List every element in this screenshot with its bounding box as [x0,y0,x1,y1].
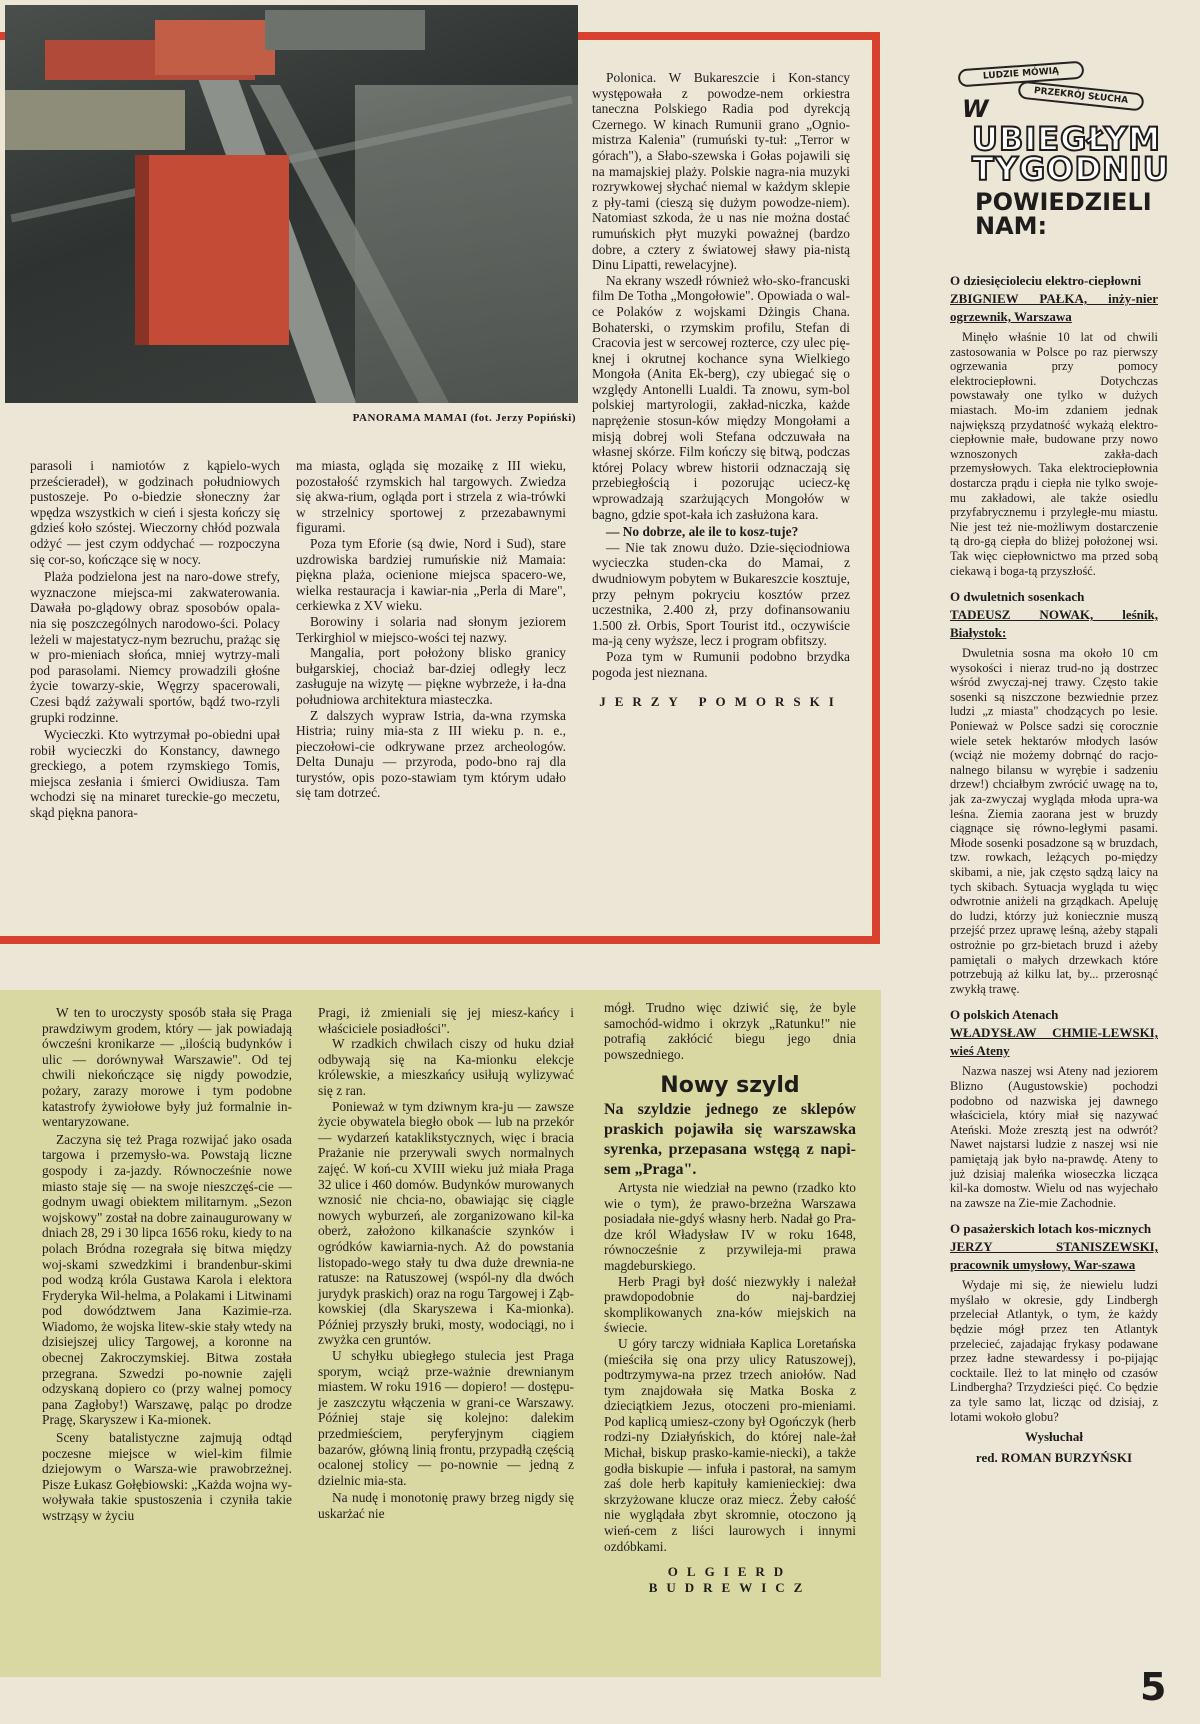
paragraph: parasoli i namiotów z kąpielo-wych prześcieradeł), w godzinach południowych pustoszeje. Po o-biedzie słoneczny żar wpędza wszystkich w cień i sjesta kończy się gdzieś koło szóstej. Wieczorny chłód pozwala odżyć — jest czym oddychać — rozpoczyna się cor-so, kończące się w nocy. [30,458,280,567]
item-speaker: WŁADYSŁAW CHMIE-LEWSKI, wieś Ateny [950,1025,1158,1059]
sidebar-title-1: UBIEGŁYM [972,120,1161,158]
sidebar-subtitle-2: NAM: [975,212,1048,240]
paragraph: Sceny batalistyczne zajmują odtąd poczesne miejsce w wiel-kim filmie dziejowym o Warsza-wie prawobrzeżnej. Pisze Łukasz Gołębiowski: „Każda wojna wy-woływała takie spustoszenia i czyniła takie wstrząsy w życiu [42,1430,292,1523]
sidebar-w: W [962,95,989,123]
author-signature: OLGIERD BUDREWICZ [648,1564,812,1595]
item-text: Wydaje mi się, że niewielu ludzi myślało w okresie, gdy Lindbergh przeleciał Atlantyk, o tym, że każdy będzie mógł przez ten Atlantyk przelecieć, zajadając frykasy podawane przez ładne stewardessy i po-pijając cocktaile. Ileż to lat minęło od czasów Lindbergha? Trzydzieści pięć. Co będzie za tyle samo lat, licząc od dzisiaj, z lotami wokoło globu? [950,1278,1158,1424]
sidebar-item [950,272,1158,578]
badge-bottom: PRZEKRÓJ SŁUCHA [1017,80,1144,111]
footer-label: Wysłuchał [1024,1429,1084,1445]
paragraph: — Nie tak znowu dużo. Dzie-sięciodniowa wycieczka studen-cka do Mamai, z dwudniowym pobytem w Bukareszcie kosztuje, przy pełnym pokryciu kosztów przez uczestnika, 2.400 zł, przy dofinansowaniu 1.500 zł. Orbis, Sport Tourist itd., oczywiście ma-ją ceny wyższe, lecz i program obfitszy. [592,539,850,649]
sidebar-subtitle-1: POWIEDZIELI [975,188,1152,216]
box-title: Nowy szyld [660,1073,800,1099]
paragraph: Z dalszych wypraw Istria, da-wna rzymska Histria; ruiny mia-sta z III wieku p. n. e., pieczołowi-cie odkrywane przez archeologów. Delta Dunaju — przyroda, podo-bno raj dla turystów, opis pozo-stawiam tym którym udało się tam dotrzeć. [296,707,566,801]
paragraph: Wycieczki. Kto wytrzymał po-obiedni upał robił wycieczki do Konstancy, dawnego greckiego, a potem rzymskiego Tomis, miejsca zesłania i śmierci Owidiusza. Tam wchodzi się na minaret tureckie-go meczetu, skąd piękna panora- [30,727,280,821]
article1-col3 [592,70,850,710]
paragraph: — No dobrze, ale ile to kosz-tuje? [606,524,799,540]
paragraph: Poza tym w Rumunii podobno brzydka pogoda jest nieznana. [592,648,850,680]
paragraph: Zaczyna się też Praga rozwijać jako osada targowa i przemysło-wa. Powstają liczne gospody i za-jazdy. Równocześnie nowe miasto staje się — na swoje nieszczęś-cie — godnym uwagi obiektem militarnym. „Sezon wojskowy" został na dobre zainaugurowany w dniach 28, 29 i 30 lipca 1656 roku, kiedy to na polach Bródna rozegrała się bitwa między woj-skami szwedzkimi i brandenbur-skimi pod wodzą króla Gustawa Karola i elektora Fryderyka Wil-helma, a Polakami i Litwinami pod dowództwem Jana Kazimie-rza. Wiadomo, że wojska litew-skie stały wtedy na dzisiejszej ulicy Targowej, a koronne na obecnej Zakroczymskiej. Bitwa została przegrana. Szwedzi po-nownie zajęli odzyskaną dopiero co (przy walnej pomocy pana Zagłoby!) Warszawę, paląc po drodze Pragę, Skaryszew i Ka-mionek. [42,1131,292,1428]
paragraph: Artysta nie wiedział na pewno (rzadko kto wie o tym), że prawo-brzeżna Warszawa posiadała nie-gdyś własny herb. Nadał go Pra-dze król Władysław IV w roku 1648, równocześnie z przywileja-mi prawa magdeburskiego. [604,1179,856,1273]
paragraph: Pragi, iż zmieniali się jej miesz-kańcy i właściciele posiadłości". [318,1005,574,1036]
box-lead: Na szyldzie jednego ze sklepów praskich pojawiła się warszawska syrenka, przepasana wstęgą z napi-sem „Praga". [604,1100,856,1178]
paragraph: Plaża podzielona jest na naro-dowe strefy, wyznaczone miejsca-mi zakwaterowania. Dawała po-glądowy obraz sposobów opala-nia się poszczególnych narodowo-ści. Polacy leżeli w majestatycz-nym bezruchu, prażąc się w pro-mieniach słońca, mniej wytrzy-mali pod parasolami. Niemcy prowadzili głośne życie towarzy-skie, Węgrzy spacerowali, Czesi bądź zażywali sportów, bądź two-rzyli grupki rodzinne. [30,569,280,725]
footer-name: red. ROMAN BURZYŃSKI [975,1449,1133,1465]
photo-caption: PANORAMA MAMAI (fot. Jerzy Popiński) [352,412,576,424]
article2-col1 [42,1005,292,1524]
paragraph: Borowiny i solaria nad słonym jeziorem Terkirghiol w miejsco-wości tej nazwy. [296,613,566,645]
badge-top: LUDZIE MÓWIĄ [958,61,1085,88]
author-signature: JERZY POMORSKI [599,694,843,710]
paragraph: Herb Pragi był dość niezwykły i należał prawdopodobnie do naj-bardziej skomplikowanych zna-ków miejskich na świecie. [604,1273,856,1336]
article1-col2 [296,458,566,801]
article2-col3 [604,1000,856,1595]
sidebar-item [950,588,1158,996]
paragraph: ma miasta, ogląda się mozaikę z III wieku, pozostałość rzymskich hal targowych. Zwiedza się akwa-rium, ogląda port i strzela z wia-trówki w strzelnicy sportowej z przezabawnymi figurami. [296,458,566,536]
sidebar-item [950,1006,1158,1210]
panorama-photo [5,5,578,403]
paragraph: W rzadkich chwilach ciszy od huku dział odbywają się na Ka-mionku elekcje królewskie, a mieszkańcy usiłują wylizywać się z ran. [318,1036,574,1098]
item-speaker: ZBIGNIEW PAŁKA, inży-nier ogrzewnik, Warszawa [950,291,1158,324]
sidebar-item [950,1220,1158,1424]
paragraph: Na nudę i monotonię prawy brzeg nigdy się uskarżać nie [318,1490,574,1521]
paragraph: Mangalia, port położony blisko granicy bułgarskiej, chociaż bar-dziej odległy lecz zasługuje na wizytę — piękne wybrzeże, i ła-dna południowa architektura miasteczka. [296,645,566,707]
article1-col1 [30,458,280,821]
article2-col2 [318,1005,574,1522]
item-text: Minęło właśnie 10 lat od chwili zastosowania w Polsce po raz pierwszy ogrzewania przy pomocy elektrociepłowni. Dotychczas powstawały one tylko w dużych miastach. Mo-im zdaniem jednak największą przydatność wykażą elektro-ciepłownie małe, budowane przy nowo wznoszonych zakła-dach przemysłowych. Taka elektrociepłownia dostarcza prądu i ciepła nie tylko swoje-mu zakładowi, ale także osiedlu przyfabrycznemu i przyległe-mu miastu. Nie jest też nie-możliwym dostarczenie tą dro-gą ciepła do bliżej położonej wsi. Tak więc ciepłownictwo ma przed sobą ciekawą i boga-tą przyszłość. [950,330,1158,578]
item-speaker: JERZY STANISZEWSKI, pracownik umysłowy, War-szawa [950,1239,1158,1273]
item-text: Nazwa naszej wsi Ateny nad jeziorem Blizno (Augustowskie) pochodzi podobno od nazwiska jej dawnego właściciela, który miał się nazywać Ateński. Może zresztą jest na odwrót? Nawet najstarsi ludzie z naszej wsi nie pamiętają jak było na-prawdę. Ateny to już dzisiaj maleńka wioseczka licząca kil-ka domostw. Wielu od nas wyjechało na zawsze na Zie-mie Zachodnie. [950,1064,1158,1210]
item-topic: O pasażerskich lotach kos-micznych [950,1221,1152,1237]
sidebar-title-2: TYGODNIU [972,150,1170,188]
item-text: Dwuletnia sosna ma około 10 cm wysokości i nieraz trud-no ją dostrzec wśród zwyczaj-nej trawy. Często takie sosenki są niszczone bezwiednie przez ludzi „z miasta" chodzących po lesie. Ponieważ w Polsce sadzi się corocznie wiele setek hektarów młodych lasów (wciąż nie możemy dobrnąć do racjo-nalnego bilansu w wyrębie i sadzeniu drzew!) chciałbym zwrócić uwagę na to, jak za-zwyczaj wygląda młoda upra-wa leśna. Ziemia zaorana jest w bruzdy ciągnące się równo-ległymi pasami. Młode sosenki posadzone są w bruzdach, tzw. rowkach, leżących po-między skibami, a nie, jak często sądzą laicy na tych skibach. Sytuacja wygląda tu więc odwrotnie aniżeli na grządkach. Apeluję do ludzi, którzy już koniecznie muszą przejść przez uprawę leśną, ażeby stąpali ostrożnie po grz-bietach bruzd i ażeby pamiętali o małych drzewkach które potrzebują aż kilku lat, by... przerosnąć zwykłą trawę. [950,646,1158,996]
paragraph: Na ekrany wszedł również wło-sko-francuski film De Totha „Mongołowie". Opowiada o wal-ce Polaków z wojskami Dżingis Chana. Bohaterski, o rzymskim profilu, Stefan di Cracovia jest w sercowej rozterce, czy ulec pię-knej i okrutnej kochance syna Wielkiego Mongoła (Anita Ek-berg), czy ubiegać się o względy Antonelli Lualdi. Ta znowu, sym-bol polskiej martyrologii, zakład-niczka, każde naprężenie stosun-ków między Mongołami a misją dobrej woli Stefana odczuwała na własnej skórze. Film kończy się bitwą, podczas której Polacy wbrew historii odznaczają się przebiegłością i pozorując uciecz-kę wprowadzają szarżujących Mongołów w bagno, gdzie spot-kała ich zasłużona kara. [592,272,850,522]
sidebar-items [950,262,1158,1465]
item-topic: O dwuletnich sosenkach [950,589,1085,605]
paragraph: W ten to uroczysty sposób stała się Praga prawdziwym grodem, który — jak powiadają ówcześni kronikarze — „ilością budynków i ulic — dorównywał Warszawie". Od tej chwili niekończące się nigdy powodzie, pożary, zarazy morowe i tym podobne katastrofy żywiołowe były już formalnie in-wentaryzowane. [42,1005,292,1130]
paragraph: Poza tym Eforie (są dwie, Nord i Sud), stare uzdrowiska bardziej rumuńskie niż Mamaia: piękna plaża, ocienione miejsca spacero-we, wielka restauracja i kawiar-nia „Perla di Mare", cerkiewka z XV wieku. [296,535,566,614]
item-topic: O dziesięcioleciu elektro-ciepłowni [950,273,1142,288]
paragraph: U schyłku ubiegłego stulecia jest Praga sporym, wciąż prze-ważnie drewnianym miastem. W roku 1916 — dopiero! — dostępu-je zaszczytu włączenia w grani-ce Warszawy. Później staje się kolejno: dalekim przedmieściem, peryferyjnym ciągiem bazarów, główną linią frontu, przypadłą częścią ocalonej stolicy — po-nownie — jedną z dzielnic mia-sta. [318,1348,574,1488]
item-speaker: TADEUSZ NOWAK, leśnik, Białystok: [950,607,1158,641]
page-number: 5 [1140,1665,1167,1709]
paragraph: Ponieważ w tym dziwnym kra-ju — zawsze życie obywatela biegło obok — lub na przekór — wydarzeń kataklikstycznych, więc i bracia Prażanie nie przerywali swych normalnych zajęć. W koń-cu XVIII wieku już miała Praga 32 ulice i 460 domów. Budynków murowanych wznosić nie chcia-no, obawiając się ciągle nowych wyburzeń, ale zorganizowano kil-ka oberż, założono kilkanaście szynków i ogródków kawiarnia-nych. Aż do powstania listopado-wego stały tu dwa duże drewnia-ne ratusze: na Ratuszowej (wspól-ny dla dwóch jurydyk praskich) oraz na rogu Targowej i Ząb-kowskiej (dla Skaryszewa i Ka-mionka). Później przyszły bruki, mosty, wodociągi, no i zwyżka cen gruntów. [318,1098,574,1348]
paragraph: mógł. Trudno więc dziwić się, że byle samochód-widmo i okrzyk „Ratunku!" nie potrafią zakłócić biegu jego dnia powszedniego. [604,1000,856,1062]
paragraph: U góry tarczy widniała Kaplica Loretańska (mieściła się ona przy ulicy Ratuszowej), podtrzymywa-na przez trzech aniołów. Nad tym znajdowała się Matka Boska z dzieciątkiem Jezus, otoczeni pro-mieniami. Pod kaplicą umiesz-czony był Ogończyk (herb rodzi-ny Działyńskich, do której nale-żał Michał, biskup prasko-kamie-niecki), a także godła biskupie — infuła i pastorał, na samym zaś dole herb kapituły kamienieckiej: dwa skrzyżowane klucze oraz miecz. Żeby całość nie wyglądała zbyt skromnie, otoczono ją wień-cem z liści laurowych i innymi ozdóbkami. [604,1335,856,1554]
paragraph: Polonica. W Bukareszcie i Kon-stancy występowała z powodze-nem orkiestra taneczna Polskiego Radia pod dyrekcją Czernego. W kinach Rumunii grano „Ognio-mistrza Kalenia" (rumuński ty-tuł: „Terror w górach"), a Słabo-szewska i Gołas pojawili się na mamajskiej plaży. Polskie nagra-nia muzyki rozrywkowej słychać niemal w każdym sklepie z pły-tami (cieszą się dużym powodze-niem). Natomiast szkoda, że u nas nie można dostać rumuńskich płyt muzyki poważnej (bardzo dobre, a cztery z światowej sławy pia-nistą Dinu Lipatti, rewelacyjne). [592,70,850,273]
item-topic: O polskich Atenach [950,1007,1059,1023]
